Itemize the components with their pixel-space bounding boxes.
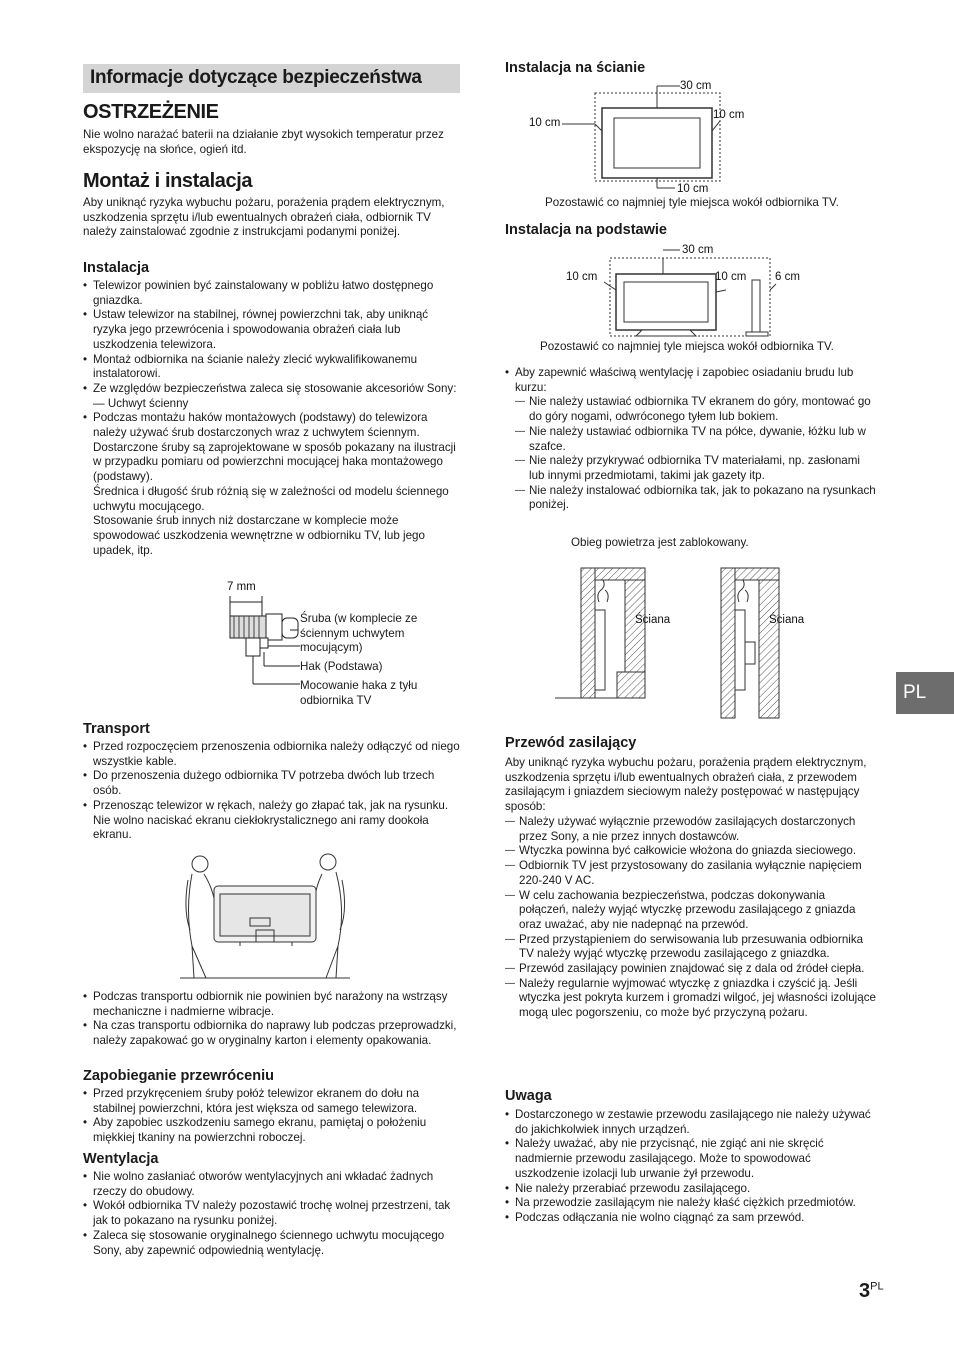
- install-heading: Instalacja: [83, 260, 150, 276]
- list-item: • Ze względów bezpieczeństwa zaleca się stosowanie akcesoriów Sony:: [83, 382, 461, 397]
- tip-heading: Zapobieganie przewróceniu: [83, 1068, 274, 1084]
- blocked-airflow-diagram: [555, 562, 805, 722]
- page-number-value: 3: [859, 1280, 871, 1302]
- section-banner: [83, 64, 460, 93]
- list-item: • Należy uważać, aby nie przycisnąć, nie zgiąć ani nie skręcić nadmiernie przewodu zasilającego. Może to spowodować uszkodzenie izolacji lub urwanie żył przewodu.: [505, 1137, 877, 1181]
- stand-left-clearance: 10 cm: [566, 271, 598, 283]
- vent-right-list: [505, 366, 877, 513]
- wall-label-left: Ściana: [635, 614, 671, 626]
- power-list: [505, 815, 877, 1021]
- stand-top-clearance: 30 cm: [682, 244, 714, 256]
- list-item: • Wokół odbiornika TV należy pozostawić trochę wolnej przestrzeni, tak jak to pokazano na rysunku poniżej.: [83, 1199, 461, 1228]
- list-item: • Na przewodzie zasilającym nie należy kłaść ciężkich przedmiotów.: [505, 1196, 877, 1211]
- screw-length-label: 7 mm: [227, 581, 256, 593]
- note-list: [505, 1108, 877, 1226]
- wall-clearance-diagram: [520, 76, 760, 196]
- stand-caption: Pozostawić co najmniej tyle miejsca wokół odbiornika TV.: [540, 340, 834, 353]
- list-item: — Odbiornik TV jest przystosowany do zasilania wyłącznie napięciem 220-240 V AC.: [505, 859, 877, 888]
- warning-text: Nie wolno narażać baterii na działanie zbyt wysokich temperatur przez ekspozycję na słońce, ogień itd.: [83, 128, 444, 156]
- language-tab: PL: [896, 672, 954, 714]
- list-item: • Nie wolno zasłaniać otworów wentylacyjnych ani wkładać żadnych rzeczy do obudowy.: [83, 1170, 461, 1199]
- list-item: • Ustaw telewizor na stabilnej, równej powierzchni tak, aby uniknąć ryzyka jego przewrócenia i spowodowania obrażeń ciała lub uszkodzenia telewizora.: [83, 308, 461, 352]
- list-item-text: • Podczas montażu haków montażowych (podstawy) do telewizora należy używać śrub dostarczonych wraz z uchwytem ściennym. Dostarczone śruby są zaprojektowane w sposób pokazany na ilustracji w przypadku pomiaru od powierzchni mocującej haka montażowego (podstawy).: [93, 411, 456, 484]
- list-item: — Należy regularnie wyjmować wtyczkę z gniazdka i czyścić ją. Jeśli wtyczka jest pokryta kurzem i gromadzi wilgoć, jej własności izolujące mogą ulec pogorszeniu, co może być przyczyną pożaru.: [505, 977, 877, 1021]
- list-subitem: — Nie należy instalować odbiornika tak, jak to pokazano na rysunkach poniżej.: [515, 484, 877, 513]
- transport-list: [83, 740, 461, 843]
- mount-text: Aby uniknąć ryzyka wybuchu pożaru, porażenia prądem elektrycznym, uszkodzenia sprzętu i/lub ewentualnych obrażeń ciała, odbiornik TV należy zainstalować zgodnie z instrukcjami podanymi poniżej.: [83, 196, 445, 239]
- mount-heading: Montaż i instalacja: [83, 170, 253, 192]
- list-subitem: — Nie należy ustawiać odbiornika TV ekranem do góry, montować go do góry nogami, odwróconego tyłem lub bokiem.: [515, 395, 877, 424]
- note-heading: Uwaga: [505, 1088, 552, 1104]
- list-item: • Podczas transportu odbiornik nie powinien być narażony na wstrząsy mechaniczne i nadmierne wibracje.: [83, 990, 461, 1019]
- screw-label-screw: Śruba (w komplecie ze ściennym uchwytem mocującym): [300, 612, 418, 655]
- list-item: • Przed przykręceniem śruby połóż telewizor ekranem do dołu na stabilnej powierzchni, która jest większa od samego telewizora.: [83, 1087, 461, 1116]
- tip-list: [83, 1087, 461, 1146]
- list-item: — W celu zachowania bezpieczeństwa, podczas dokonywania połączeń, należy wyjąć wtyczkę przewodu zasilającego z gniazda oraz uważać, aby nie nadepnąć na przewód.: [505, 889, 877, 933]
- list-item: — Przewód zasilający powinien znajdować się z dala od źródeł ciepła.: [505, 962, 877, 977]
- stand-clearance-diagram: [560, 240, 810, 340]
- wall-left-clearance: 10 cm: [529, 117, 561, 129]
- list-item: — Należy używać wyłącznie przewodów zasilających dostarczonych przez Sony, a nie przez innych dostawców.: [505, 815, 877, 844]
- page-number: [859, 1280, 884, 1303]
- wall-caption: Pozostawić co najmniej tyle miejsca wokół odbiornika TV.: [545, 196, 839, 209]
- list-item: • Do przenoszenia dużego odbiornika TV potrzeba dwóch lub trzech osób.: [83, 769, 461, 798]
- stand-right-clearance: 10 cm: [715, 271, 747, 283]
- wall-bottom-clearance: 10 cm: [677, 183, 709, 195]
- section-banner-title: Informacje dotyczące bezpieczeństwa: [90, 67, 422, 88]
- list-item: • Montaż odbiornika na ścianie należy zlecić wykwalifikowanemu instalatorowi.: [83, 353, 461, 382]
- install-list: [83, 279, 461, 558]
- page-number-suffix: PL: [870, 1280, 884, 1293]
- list-item: • Zaleca się stosowanie oryginalnego ściennego uchwytu mocującego Sony, aby zapewnić odpowiednią wentylację.: [83, 1229, 461, 1258]
- wall-install-heading: Instalacja na ścianie: [505, 60, 646, 76]
- wall-right-clearance: 10 cm: [713, 109, 745, 121]
- screw-label-hook: Hak (Podstawa): [300, 660, 383, 673]
- list-item: — Przed przystąpieniem do serwisowania lub przesuwania odbiornika TV należy wyjąć wtyczkę przewodu zasilającego z gniazdka.: [505, 933, 877, 962]
- list-subitem: — Uchwyt ścienny: [93, 396, 189, 410]
- airflow-caption: Obieg powietrza jest zablokowany.: [571, 536, 749, 549]
- warning-heading: OSTRZEŻENIE: [83, 101, 219, 123]
- list-item-text: Średnica i długość śrub różnią się w zależności od modelu ściennego uchwytu mocującego.: [93, 484, 449, 513]
- carrying-illustration: [180, 850, 350, 982]
- transport-list-2: [83, 990, 461, 1049]
- list-item: • Nie należy przerabiać przewodu zasilającego.: [505, 1182, 877, 1197]
- power-text: Aby uniknąć ryzyka wybuchu pożaru, porażenia prądem elektrycznym, uszkodzenia sprzętu i/lub ewentualnych obrażeń ciała, z przewodem zasilającym i gniazdem sieciowym należy postępować w następujący sposób:: [505, 756, 867, 814]
- list-item-text: Stosowanie śrub innych niż dostarczane w komplecie może spowodować uszkodzenia wewnętrzne w odbiorniku TV, lub jego upadek, itp.: [93, 514, 425, 557]
- wall-top-clearance: 30 cm: [680, 80, 712, 92]
- list-subitem: — Nie należy ustawiać odbiornika TV na półce, dywanie, łóżku lub w szafce.: [515, 425, 877, 454]
- list-item: • Telewizor powinien być zainstalowany w pobliżu łatwo dostępnego gniazdka.: [83, 279, 461, 308]
- list-item: • Aby zapewnić właściwą wentylację i zapobiec osiadaniu brudu lub kurzu:: [505, 366, 877, 395]
- list-item: • Przed rozpoczęciem przenoszenia odbiornika należy odłączyć od niego wszystkie kable.: [83, 740, 461, 769]
- power-heading: Przewód zasilający: [505, 735, 637, 751]
- wall-label-right: Ściana: [769, 614, 805, 626]
- list-subitem: — Nie należy przykrywać odbiornika TV materiałami, np. zasłonami lub innymi przedmiotami, takimi jak gazety itp.: [515, 454, 877, 483]
- vent-list: [83, 1170, 461, 1258]
- list-item: [83, 411, 461, 558]
- stand-rear-clearance: 6 cm: [775, 271, 800, 283]
- stand-install-heading: Instalacja na podstawie: [505, 222, 667, 238]
- list-item: — Wtyczka powinna być całkowicie włożona do gniazda sieciowego.: [505, 844, 877, 859]
- screw-label-mount: Mocowanie haka z tyłu odbiornika TV: [300, 679, 418, 707]
- list-item: • Przenosząc telewizor w rękach, należy go złapać tak, jak na rysunku. Nie wolno naciskać ekranu ciekłokrystalicznego ani ramy dookoła ekranu.: [83, 799, 461, 843]
- list-item: • Dostarczonego w zestawie przewodu zasilającego nie należy używać do jakichkolwiek innych urządzeń.: [505, 1108, 877, 1137]
- list-item: • Podczas odłączania nie wolno ciągnąć za sam przewód.: [505, 1211, 877, 1226]
- list-item: • Aby zapobiec uszkodzeniu samego ekranu, pamiętaj o położeniu miękkiej tkaniny na powierzchni roboczej.: [83, 1116, 461, 1145]
- vent-heading: Wentylacja: [83, 1151, 159, 1167]
- list-item: • Na czas transportu odbiornika do naprawy lub podczas przeprowadzki, należy zapakować go w oryginalny karton i elementy opakowania.: [83, 1019, 461, 1048]
- transport-heading: Transport: [83, 721, 150, 737]
